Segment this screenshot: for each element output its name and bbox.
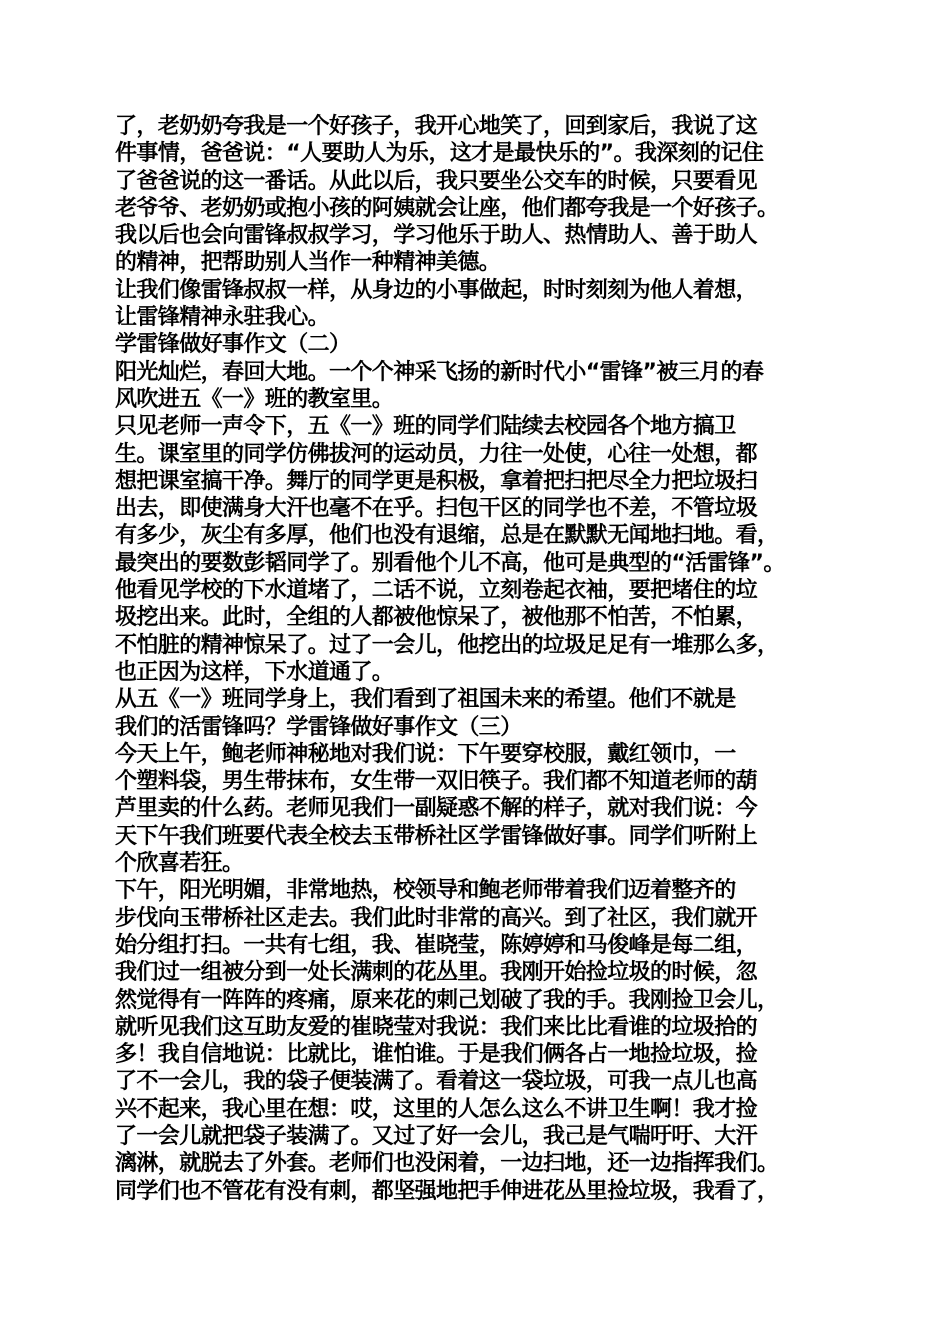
text-line: 兴不起来，我心里在想：哎，这里的人怎么这么不讲卫生啊！我才捡 [115,1096,758,1122]
text-line: 然觉得有一阵阵的疼痛，原来花的刺己划破了我的手。我刚捡卫会儿， [115,987,779,1013]
text-line: 个欣喜若狂。 [115,851,244,877]
text-line: 天下午我们班要代表全校去玉带桥社区学雷锋做好事。同学们听附上 [115,823,758,849]
text-line: 的精神，把帮助别人当作一种精神美德。 [115,250,501,276]
text-line: 了不一会儿，我的袋子便装满了。看着这一袋垃圾，可我一点儿也高 [115,1069,758,1095]
text-line: 老爷爷、老奶奶或抱小孩的阿姨就会让座，他们都夸我是一个好孩子。 [115,195,779,221]
text-line: 最突出的要数彭韬同学了。别看他个儿不高，他可是典型的“活雷锋”。 [115,550,785,576]
text-line: 阳光灿烂，春回大地。一个个神采飞扬的新时代小“雷锋”被三月的春 [115,359,764,385]
text-line: 今天上午，鲍老师神秘地对我们说：下午要穿校服，戴红领巾，一 [115,741,736,767]
text-line: 始分组打扫。一共有七组，我、崔晓莹，陈婷婷和马俊峰是每二组， [115,932,758,958]
text-line: 圾挖出来。此时，全组的人都被他惊呆了，被他那不怕苦，不怕累， [115,605,758,631]
text-line: 了爸爸说的这一番话。从此以后，我只要坐公交车的时候，只要看见 [115,168,758,194]
text-line: 他看见学校的下水道堵了，二话不说，立刻卷起衣袖，要把堵住的垃 [115,578,758,604]
text-line: 想把课室搞干净。舞厅的同学更是积极，拿着把扫把尽全力把垃圾扫 [115,468,758,494]
text-line: 不怕脏的精神惊呆了。过了一会儿，他挖出的垃圾足足有一堆那么多， [115,632,779,658]
text-line: 生。课室里的同学仿佛拔河的运动员，力往一处使，心往一处想，都 [115,441,758,467]
text-line: 我以后也会向雷锋叔叔学习，学习他乐于助人、热情助人、善于助人 [115,223,758,249]
text-line: 同学们也不管花有没有刺，都坚强地把手伸进花丛里捡垃圾，我看了， [115,1178,779,1204]
text-line: 步伐向玉带桥社区走去。我们此时非常的高兴。到了社区，我们就开 [115,905,758,931]
text-line: 学雷锋做好事作文（二） [115,332,351,358]
text-line: 我们过一组被分到一处长满刺的花丛里。我刚开始捡垃圾的时候，忽 [115,960,758,986]
text-line: 从五《一》班同学身上，我们看到了祖国未来的希望。他们不就是 [115,687,736,713]
text-line: 有多少，灰尘有多厚，他们也没有退缩，总是在默默无闻地扫地。看， [115,523,779,549]
text-line: 多！我自信地说：比就比，谁怕谁。于是我们俩各占一地捡垃圾，捡 [115,1042,758,1068]
text-line: 让我们像雷锋叔叔一样，从身边的小事做起，时时刻刻为他人着想， [115,277,758,303]
text-line: 就听见我们这互助友爱的崔晓莹对我说：我们来比比看谁的垃圾拾的 [115,1014,758,1040]
document-body [115,113,850,1205]
text-line: 件事情，爸爸说：“人要助人为乐，这才是最快乐的”。我深刻的记住 [115,141,764,167]
text-line: 出去，即使满身大汗也毫不在乎。扫包干区的同学也不差，不管垃圾 [115,496,758,522]
text-line: 了，老奶奶夸我是一个好孩子，我开心地笑了，回到家后，我说了这 [115,114,758,139]
text-line: 让雷锋精神永驻我心。 [115,305,330,331]
text-line: 下午，阳光明媚，非常地热，校领导和鲍老师带着我们迈着整齐的 [115,878,736,904]
text-line: 芦里卖的什么药。老师见我们一副疑惑不解的样子，就对我们说：今 [115,796,758,822]
text-line: 也正因为这样，下水道通了。 [115,659,394,685]
text-line: 了一会儿就把袋子装满了。又过了好一会儿，我己是气喘吁吁、大汗 [115,1123,758,1149]
text-line: 我们的活雷锋吗？学雷锋做好事作文（三） [115,714,522,740]
text-line: 漓淋，就脱去了外套。老师们也没闲着，一边扫地，还一边指挥我们。 [115,1151,779,1177]
text-line: 只见老师一声令下，五《一》班的同学们陆续去校园各个地方搞卫 [115,414,736,440]
text-line: 个塑料袋，男生带抹布，女生带一双旧筷子。我们都不知道老师的葫 [115,769,758,795]
text-line: 风吹进五《一》班的教室里。 [115,386,394,412]
